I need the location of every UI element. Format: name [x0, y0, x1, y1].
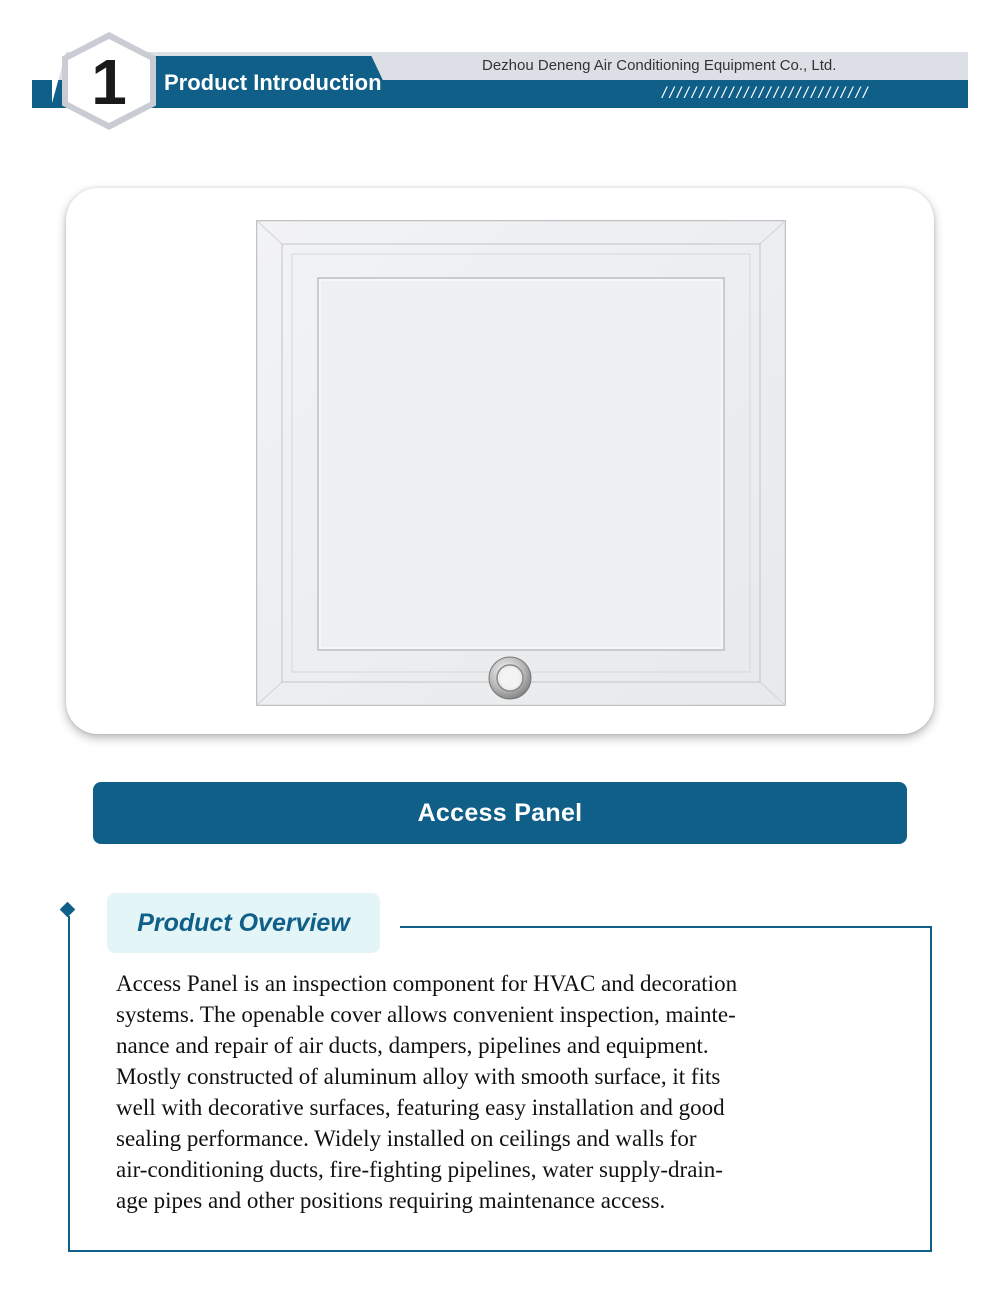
overview-line: systems. The openable cover allows convenient inspection, mainte- — [116, 1002, 736, 1027]
overview-frame-bottom — [68, 1250, 932, 1252]
overview-line: air-conditioning ducts, fire-fighting pipelines, water supply-drain- — [116, 1157, 723, 1182]
diamond-bullet-icon — [60, 902, 76, 918]
overview-heading-tag — [107, 893, 380, 953]
overview-frame-right — [930, 926, 932, 1252]
overview-line: nance and repair of air ducts, dampers, pipelines and equipment. — [116, 1033, 709, 1058]
access-panel-image — [256, 220, 786, 706]
header-blue-stub — [32, 80, 52, 108]
product-name: Access Panel — [417, 798, 583, 827]
overview-heading: Product Overview — [137, 908, 350, 937]
section-number: 1 — [91, 46, 127, 118]
overview-frame-top — [400, 926, 932, 928]
overview-line: age pipes and other positions requiring maintenance access. — [116, 1188, 666, 1213]
overview-line: well with decorative surfaces, featuring easy installation and good — [116, 1095, 725, 1120]
overview-line: Access Panel is an inspection component for HVAC and decoration — [116, 971, 738, 996]
overview-frame-left — [68, 916, 70, 1252]
header-slash-decoration: //////////////////////////// — [662, 85, 871, 102]
product-name-banner — [93, 782, 907, 844]
section-title: Product Introduction — [164, 70, 382, 95]
overview-line: Mostly constructed of aluminum alloy with smooth surface, it fits — [116, 1064, 721, 1089]
company-name: Dezhou Deneng Air Conditioning Equipment Co., Ltd. — [482, 57, 837, 74]
overview-body — [116, 968, 886, 1216]
overview-line: sealing performance. Widely installed on ceilings and walls for — [116, 1126, 697, 1151]
